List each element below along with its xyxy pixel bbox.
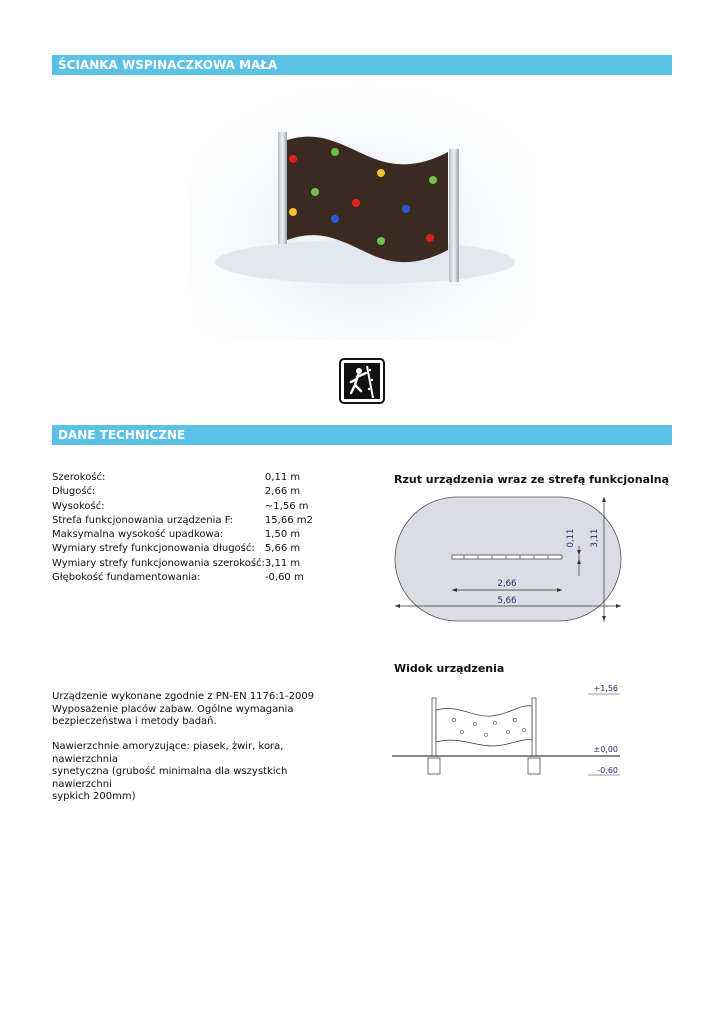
level-ground: ±0,00: [593, 745, 618, 754]
spec-row: Wysokość: ~1,56 m: [52, 500, 309, 512]
dim-width: 0,11: [566, 528, 576, 548]
plan-drawing: [392, 494, 624, 624]
climbing-pictogram-icon: [339, 358, 385, 404]
standard-note: Urządzenie wykonane zgodnie z PN-EN 1176:1-2009 Wyposażenie placów zabaw. Ogólne wymagania bezpieczeństwa i metody badań.: [52, 691, 315, 727]
dim-outer-length: 5,66: [497, 596, 517, 606]
spec-row: Wymiary strefy funkcjonowania długość: 5,66 m: [52, 543, 301, 555]
plan-title: Rzut urządzenia wraz ze strefą funkcjonalną: [394, 473, 670, 486]
spec-row: Strefa funkcjonowania urządzenia F: 15,66 m2: [52, 514, 313, 526]
elevation-title: Widok urządzenia: [394, 662, 505, 675]
level-foundation: -0,60: [597, 766, 618, 775]
section-bar: [52, 425, 672, 445]
spec-table: [52, 472, 313, 586]
dim-inner-length: 2,66: [497, 579, 517, 589]
product-image: [190, 82, 536, 340]
elevation-drawing: [392, 680, 624, 780]
level-top: +1,56: [593, 684, 618, 693]
spec-row: Szerokość: 0,11 m: [52, 472, 301, 483]
page-title: ŚCIANKA WSPINACZKOWA MAŁA: [58, 58, 278, 72]
title-bar: [52, 55, 672, 75]
spec-row: Głębokość fundamentowania: -0,60 m: [52, 572, 304, 584]
dim-zone-width: 3,11: [590, 528, 600, 548]
spec-row: Długość: 2,66 m: [52, 486, 301, 498]
section-title: DANE TECHNICZNE: [58, 428, 186, 442]
surface-note: Nawierzchnie amoryzujące: piasek, żwir, kora, nawierzchnia synetyczna (grubość minimalna dla wszystkich nawierzchni sypkich 200mm): [52, 741, 288, 802]
spec-row: Maksymalna wysokość upadkowa: 1,50 m: [52, 529, 301, 541]
spec-row: Wymiary strefy funkcjonowania szerokość: 3,11 m: [52, 557, 301, 569]
